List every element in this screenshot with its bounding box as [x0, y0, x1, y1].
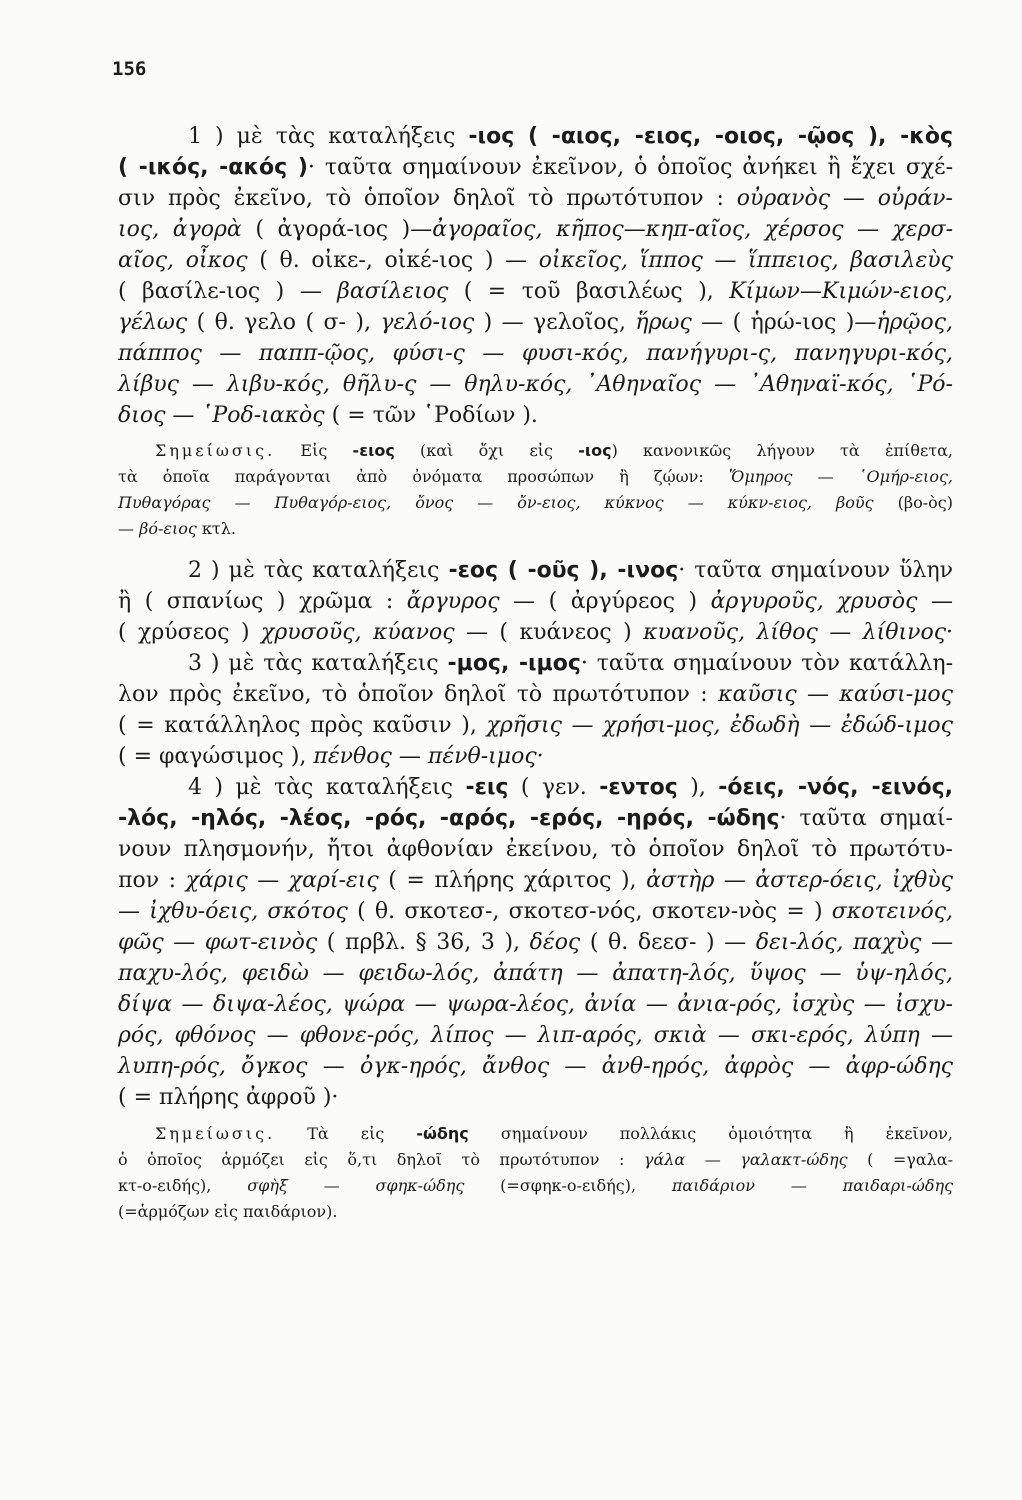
paragraph-4-line-10: λυπη-ρός, ὄγκος — ὀγκ-ηρός, ἄνθος — ἀνθ-ηρός, ἀφρὸς — ἀφρ-ώδης: [118, 1054, 953, 1079]
paragraph-4-line-5: — ἰχθυ-όεις, σκότος ( θ. σκοτεσ-, σκοτεσ-νός, σκοτεν-νὸς = ) σκοτεινός,: [118, 899, 954, 924]
note-1-line-1: Σημείωσις. Εἰς -ειος (καὶ ὄχι εἰς -ιος) κανονικῶς λήγουν τὰ ἐπίθετα,: [155, 441, 953, 460]
paragraph-1-line-10: διος — ῾Ροδ-ιακὸς ( = τῶν ῾Ροδίων ).: [118, 403, 538, 428]
paragraph-4-line-4: πον : χάρις — χαρί-εις ( = πλήρης χάριτος ), ἀστὴρ — ἀστερ-όεις, ἰχθὺς: [118, 868, 954, 893]
paragraph-1-line-5: αῖος, οἶκος ( θ. οἰκε-, οἰκέ-ιος ) — οἰκεῖος, ἵππος — ἵππειος, βασιλεὺς: [118, 248, 953, 273]
paragraph-4-line-8: δίψα — διψα-λέος, ψώρα — ψωρα-λέος, ἀνία — ἀνια-ρός, ἰσχὺς — ἰσχυ-: [118, 992, 953, 1017]
paragraph-1-line-7: γέλως ( θ. γελο ( σ- ), γελό-ιος ) — γελοῖος, ἥρως — ( ἡρώ-ιος )—ἡρῷος,: [118, 310, 953, 335]
paragraph-1-line-2: ( -ικός, -ακός )· ταῦτα σημαίνουν ἐκεῖνον, ὁ ὁποῖος ἀνήκει ἢ ἔχει σχέ-: [118, 155, 953, 180]
note-1-line-3: Πυθαγόρας — Πυθαγόρ-ειος, ὄνος — ὄν-ειος, κύκνος — κύκν-ειος, βοῦς (βο-ὸς): [118, 493, 953, 512]
note-2-line-4: (=ἁρμόζων εἰς παιδάριον).: [118, 1202, 338, 1221]
paragraph-3-line-3: ( = κατάλληλος πρὸς καῦσιν ), χρῆσις — χρήσι-μος, ἐδωδὴ — ἐδώδ-ιμος: [118, 713, 953, 738]
paragraph-3-line-4: ( = φαγώσιμος ), πένθος — πένθ-ιμος·: [118, 744, 544, 769]
paragraph-2-line-1: 2 ) μὲ τὰς καταλήξεις -εος ( -οῦς ), -ινος· ταῦτα σημαίνουν ὕλην: [188, 558, 954, 583]
note-2-line-2: ὁ ὁποῖος ἁρμόζει εἰς ὅ,τι δηλοῖ τὸ πρωτότυπον : γάλα — γαλακτ-ώδης ( =γαλα-: [118, 1150, 953, 1169]
paragraph-1-line-8: πάππος — παππ-ῷος, φύσι-ς — φυσι-κός, πανήγυρι-ς, πανηγυρι-κός,: [118, 341, 953, 366]
paragraph-4-line-1: 4 ) μὲ τὰς καταλήξεις -εις ( γεν. -εντος ), -όεις, -νός, -εινός,: [188, 775, 954, 800]
paragraph-1-line-3: σιν πρὸς ἐκεῖνο, τὸ ὁποῖον δηλοῖ τὸ πρωτότυπον : οὐρανὸς — οὐράν-: [118, 186, 953, 211]
paragraph-3-line-2: λον πρὸς ἐκεῖνο, τὸ ὁποῖον δηλοῖ τὸ πρωτότυπον : καῦσις — καύσι-μος: [118, 682, 953, 707]
paragraph-4-line-7: παχυ-λός, φειδὼ — φειδω-λός, ἀπάτη — ἀπατη-λός, ὕψος — ὑψ-ηλός,: [118, 961, 953, 986]
note-2-line-1: Σημείωσις. Τὰ εἰς -ώδης σημαίνουν πολλάκις ὁμοιότητα ἢ ἐκεῖνον,: [155, 1124, 953, 1143]
page-number: 156: [112, 58, 147, 80]
note-2-line-3: κτ-ο-ειδής), σφὴξ — σφηκ-ώδης (=σφηκ-ο-ειδής), παιδάριον — παιδαρι-ώδης: [118, 1176, 954, 1195]
paragraph-4-line-9: ρός, φθόνος — φθονε-ρός, λίπος — λιπ-αρός, σκιὰ — σκι-ερός, λύπη —: [118, 1023, 953, 1048]
paragraph-1-line-4: ιος, ἀγορὰ ( ἀγορά-ιος )—ἀγοραῖος, κῆπος—κηπ-αῖος, χέρσος — χερσ-: [118, 217, 954, 242]
paragraph-1-line-1: 1 ) μὲ τὰς καταλήξεις -ιος ( -αιος, -ειος, -οιος, -ῷος ), -κὸς: [188, 124, 954, 149]
note-1-line-4: — βό-ειος κτλ.: [118, 519, 236, 538]
paragraph-2-line-3: ( χρύσεος ) χρυσοῦς, κύανος — ( κυάνεος ) κυανοῦς, λίθος — λίθινος·: [118, 620, 954, 645]
paragraph-1-line-9: λίβυς — λιβυ-κός, θῆλυ-ς — θηλυ-κός, ᾿Αθηναῖος — ᾿Αθηναϊ-κός, ῾Ρό-: [118, 372, 953, 397]
paragraph-2-line-2: ἢ ( σπανίως ) χρῶμα : ἄργυρος — ( ἀργύρεος ) ἀργυροῦς, χρυσὸς —: [118, 589, 953, 614]
paragraph-4-line-6: φῶς — φωτ-εινὸς ( πρβλ. § 36, 3 ), δέος ( θ. δεεσ- ) — δει-λός, παχὺς —: [118, 930, 953, 955]
note-1-line-2: τὰ ὁποῖα παράγονται ἀπὸ ὀνόματα προσώπων ἢ ζῴων: Ὅμηρος — ῾Ομήρ-ειος,: [118, 467, 954, 486]
paragraph-4-line-11: ( = πλήρης ἀφροῦ )·: [118, 1085, 339, 1110]
paragraph-1-line-6: ( βασίλε-ιος ) — βασίλειος ( = τοῦ βασιλέως ), Κίμων—Κιμών-ειος,: [118, 279, 953, 304]
paragraph-4-line-2: -λός, -ηλός, -λέος, -ρός, -αρός, -ερός, -ηρός, -ώδης· ταῦτα σημαί-: [118, 806, 953, 831]
paragraph-3-line-1: 3 ) μὲ τὰς καταλήξεις -μος, -ιμος· ταῦτα σημαίνουν τὸν κατάλλη-: [188, 651, 953, 676]
paragraph-4-line-3: νουν πλησμονήν, ἤτοι ἀφθονίαν ἐκείνου, τὸ ὁποῖον δηλοῖ τὸ πρωτότυ-: [118, 837, 953, 862]
